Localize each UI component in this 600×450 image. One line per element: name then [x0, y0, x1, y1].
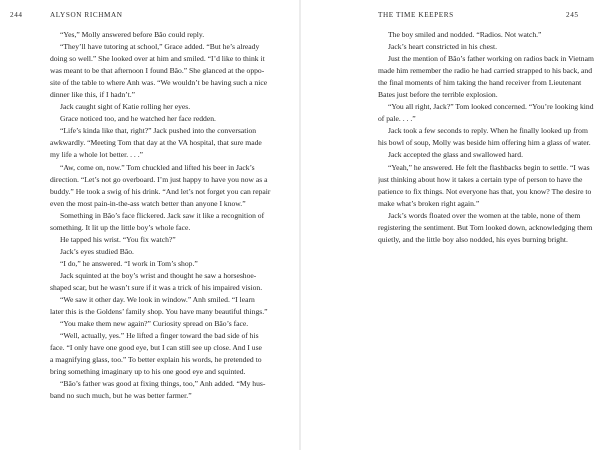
- text-line: band no such much, but he was better farmer.”: [50, 391, 192, 401]
- text-line: direction. “Let’s not go overboard. I’m just happy to have you now as a: [50, 174, 268, 184]
- text-line: face. “I only have one good eye, but I can still see up close. And I use: [50, 343, 262, 353]
- text-line: even the most pain-in-the-ass watch better than anyone I know.”: [50, 198, 246, 208]
- text-line: made him remember the radio he had carried strapped to his back, and: [378, 66, 593, 76]
- text-line: “We saw it other day. We look in window.” Anh smiled. “I learn: [60, 295, 255, 305]
- text-line: buddy.” He took a swig of his drink. “And let’s not forget you can repair: [50, 186, 271, 196]
- text-line: awkwardly. “Meeting Tom that day at the VA hospital, that sure made: [50, 138, 262, 148]
- page-body-text: [378, 29, 600, 246]
- text-line: “I do,” he answered. “I work in Tom’s shop.”: [60, 258, 198, 268]
- text-line: registering the sentiment. But Tom looked down, acknowledging them: [378, 222, 593, 232]
- text-line: “You make them new again?” Curiosity spread on Bão’s face.: [60, 319, 249, 329]
- text-line: Jack accepted the glass and swallowed hard.: [388, 150, 524, 160]
- page-body-text: [50, 29, 277, 402]
- text-line: “You all right, Jack?” Tom looked concerned. “You’re looking kind: [388, 102, 594, 112]
- text-line: shaped scar, but he wasn’t sure if it was a trick of his impaired vision.: [50, 282, 263, 292]
- text-line: Just the mention of Bão’s father working on radios back in Vietnam: [388, 54, 594, 64]
- text-line: “Yes,” Molly answered before Bão could reply.: [60, 30, 205, 39]
- text-line: patience to fix things. Not everyone has that, you know? The desire to: [378, 186, 592, 196]
- running-head: THE TIME KEEPERS: [378, 11, 454, 19]
- text-line: “Life’s kinda like that, right?” Jack pushed into the conversation: [60, 126, 257, 136]
- text-line: site of the table to where Anh was. “We wouldn’t be having such a nice: [50, 78, 268, 88]
- text-line: something. It lit up the little boy’s whole face.: [50, 222, 191, 232]
- text-line: dinner like this, if I hadn’t.”: [50, 90, 136, 100]
- text-line: Jack’s eyes studied Bão.: [60, 246, 134, 256]
- text-line: my life a whole lot better. . . .”: [50, 150, 143, 160]
- page-number: 244: [10, 11, 23, 19]
- page-number: 245: [566, 11, 579, 19]
- text-line: “Aw, come on, now.” Tom chuckled and lifted his beer in Jack’s: [60, 162, 255, 172]
- text-line: bring something imaginary up to his one good eye and squinted.: [50, 367, 246, 377]
- text-line: doing so well.” She looked over at him and smiled. “I’d like to think it: [50, 54, 265, 64]
- text-line: “Well, actually, yes.” He lifted a finger toward the bad side of his: [60, 331, 259, 341]
- text-line: a magnifying glass, too.” To better explain his words, he pretended to: [50, 355, 262, 365]
- text-line: Jack’s words floated over the women at the table, none of them: [388, 210, 581, 220]
- text-line: “Yeah,” he answered. He felt the flashbacks begin to settle. “I was: [388, 162, 590, 172]
- text-line: the final moments of him taking the hand receiver from Lieutenant: [378, 78, 582, 88]
- text-line: his bowl of soup, Molly was beside him offering him a glass of water.: [378, 138, 591, 148]
- text-line: quietly, and the little boy also nodded, his eyes burning bright.: [378, 234, 568, 244]
- running-head: ALYSON RICHMAN: [50, 11, 123, 19]
- text-line: later this is the Goldens’ family shop. You have many beautiful things.”: [50, 307, 268, 317]
- text-line: Jack squinted at the boy’s wrist and thought he saw a horseshoe-: [60, 270, 257, 280]
- text-line: Jack’s heart constricted in his chest.: [388, 42, 498, 52]
- text-line: Jack took a few seconds to reply. When he finally looked up from: [388, 126, 588, 136]
- text-line: was meant to be that afternoon I found Bão.” She glanced at the oppo-: [50, 66, 265, 76]
- text-line: The boy smiled and nodded. “Radios. Not watch.”: [388, 30, 542, 39]
- right-page: [300, 0, 600, 450]
- text-line: just thinking about how it takes a certain type of person to have the: [378, 174, 583, 184]
- text-line: Jack caught sight of Katie rolling her eyes.: [60, 102, 191, 112]
- text-line: “They’ll have tutoring at school,” Grace added. “But he’s already: [60, 42, 260, 52]
- text-line: of pale. . . .”: [378, 114, 416, 124]
- text-line: He tapped his wrist. “You fix watch?”: [60, 234, 176, 244]
- text-line: Something in Bão’s face flickered. Jack saw it like a recognition of: [60, 210, 265, 220]
- text-line: “Bão’s father was good at fixing things, too,” Anh added. “My hus-: [60, 379, 266, 389]
- text-line: Bates just before the terrible explosion.: [378, 90, 498, 100]
- text-line: make what’s broken right again.”: [378, 198, 480, 208]
- text-line: Grace noticed too, and he watched her face redden.: [60, 114, 216, 124]
